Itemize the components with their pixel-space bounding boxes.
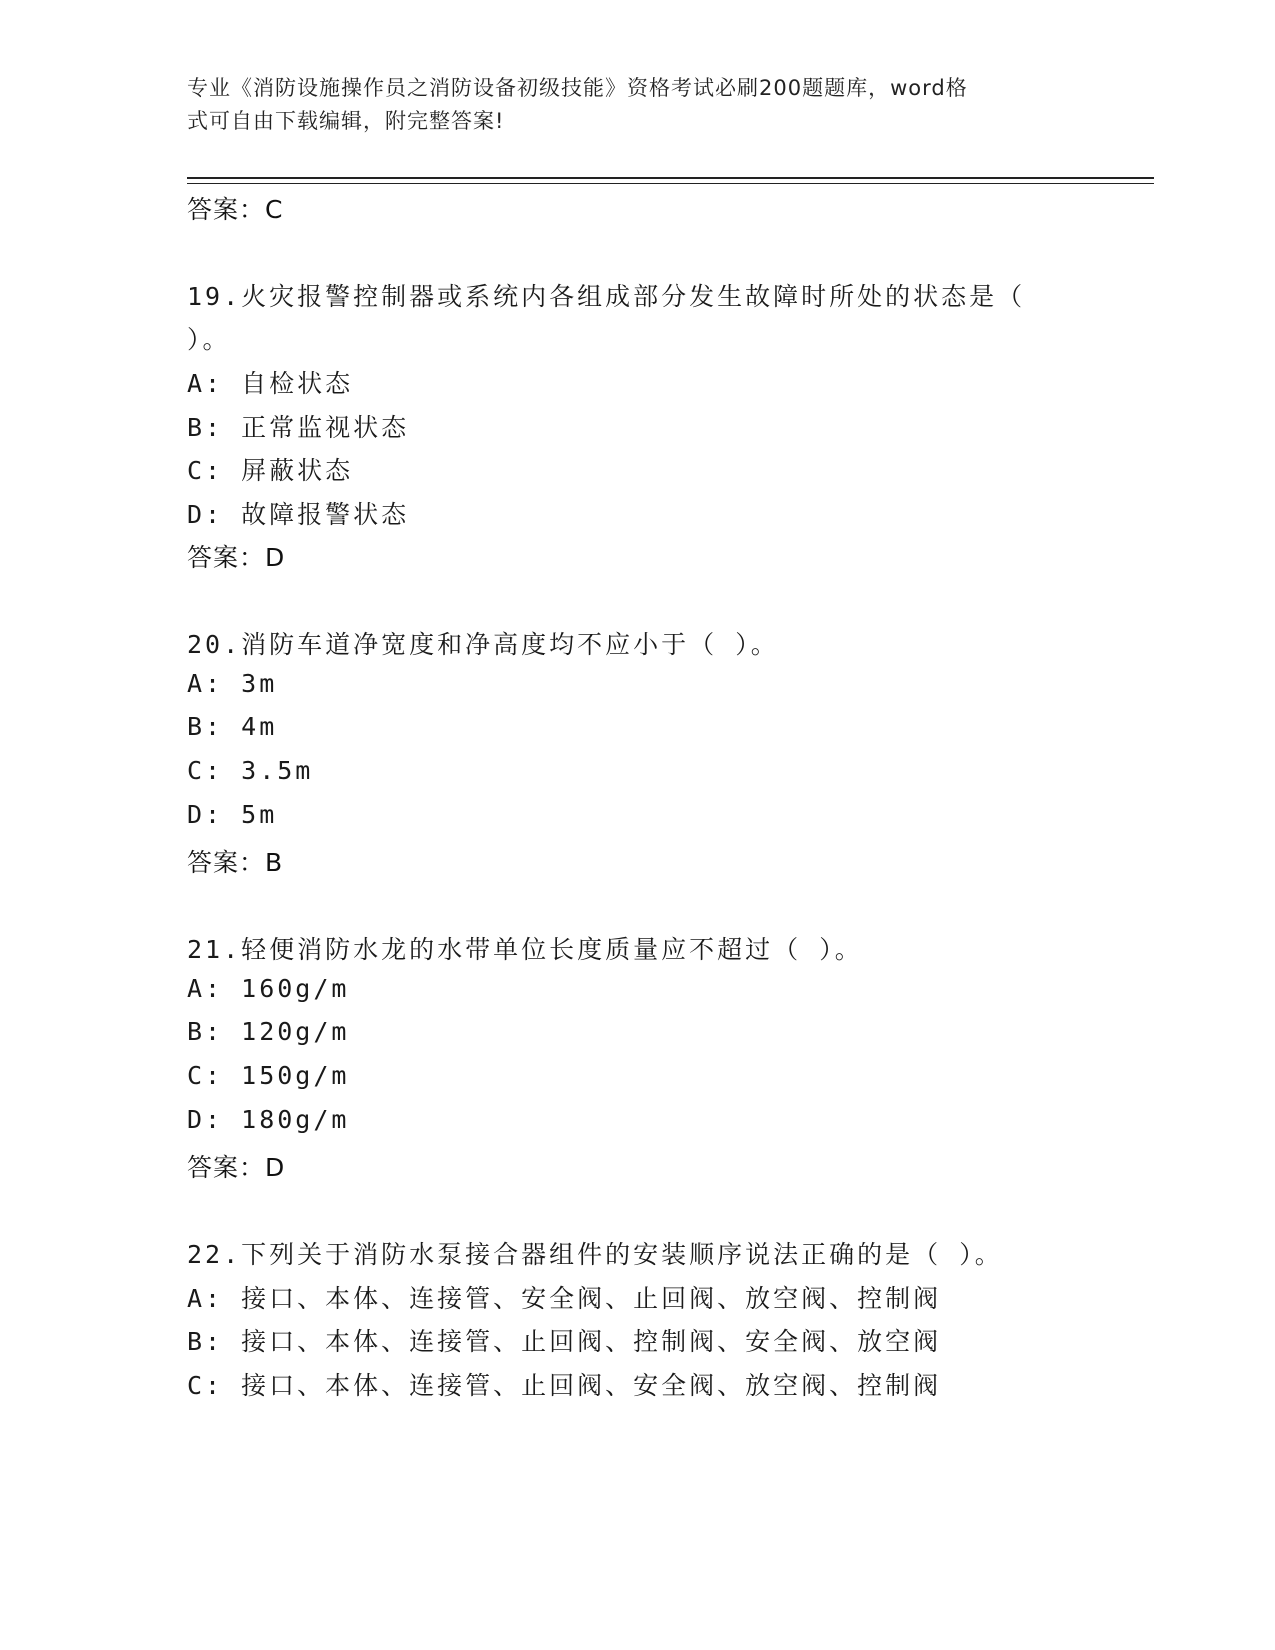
header-line-2: 式可自由下载编辑，附完整答案!	[187, 109, 505, 133]
question-22-option-c: C: 接口、本体、连接管、止回阀、安全阀、放空阀、控制阀	[187, 1371, 942, 1400]
question-19-option-d: D: 故障报警状态	[187, 500, 410, 529]
answer-19: 答案：D	[187, 543, 286, 572]
question-19-stem-cont: ）。	[187, 325, 231, 354]
answer-21: 答案：D	[187, 1153, 286, 1182]
question-21-option-c: C: 150g/m	[187, 1061, 350, 1090]
question-21-option-a: A: 160g/m	[187, 974, 350, 1003]
question-21-stem: 21.轻便消防水龙的水带单位长度质量应不超过（ ）。	[187, 935, 863, 964]
question-22-option-a: A: 接口、本体、连接管、安全阀、止回阀、放空阀、控制阀	[187, 1284, 942, 1313]
question-21-option-b: B: 120g/m	[187, 1017, 350, 1046]
question-22-stem: 22.下列关于消防水泵接合器组件的安装顺序说法正确的是（ ）。	[187, 1240, 1003, 1269]
answer-18: 答案：C	[187, 195, 284, 224]
header-line-1: 专业《消防设施操作员之消防设备初级技能》资格考试必刷200题题库，word格	[187, 76, 968, 100]
header-rule-thin	[187, 183, 1154, 184]
question-20-option-b: B: 4m	[187, 712, 278, 741]
answer-20: 答案：B	[187, 848, 284, 877]
question-20-option-c: C: 3.5m	[187, 756, 314, 785]
question-19-option-b: B: 正常监视状态	[187, 413, 410, 442]
header-rule-thick	[187, 177, 1154, 179]
question-19-option-c: C: 屏蔽状态	[187, 456, 354, 485]
document-header	[187, 72, 1067, 138]
question-19-stem: 19.火灾报警控制器或系统内各组成部分发生故障时所处的状态是（	[187, 282, 1026, 311]
question-19-option-a: A: 自检状态	[187, 369, 354, 398]
question-21-option-d: D: 180g/m	[187, 1105, 350, 1134]
question-20-option-d: D: 5m	[187, 800, 278, 829]
question-22-option-b: B: 接口、本体、连接管、止回阀、控制阀、安全阀、放空阀	[187, 1327, 942, 1356]
question-20-option-a: A: 3m	[187, 669, 278, 698]
question-20-stem: 20.消防车道净宽度和净高度均不应小于（ ）。	[187, 630, 779, 659]
